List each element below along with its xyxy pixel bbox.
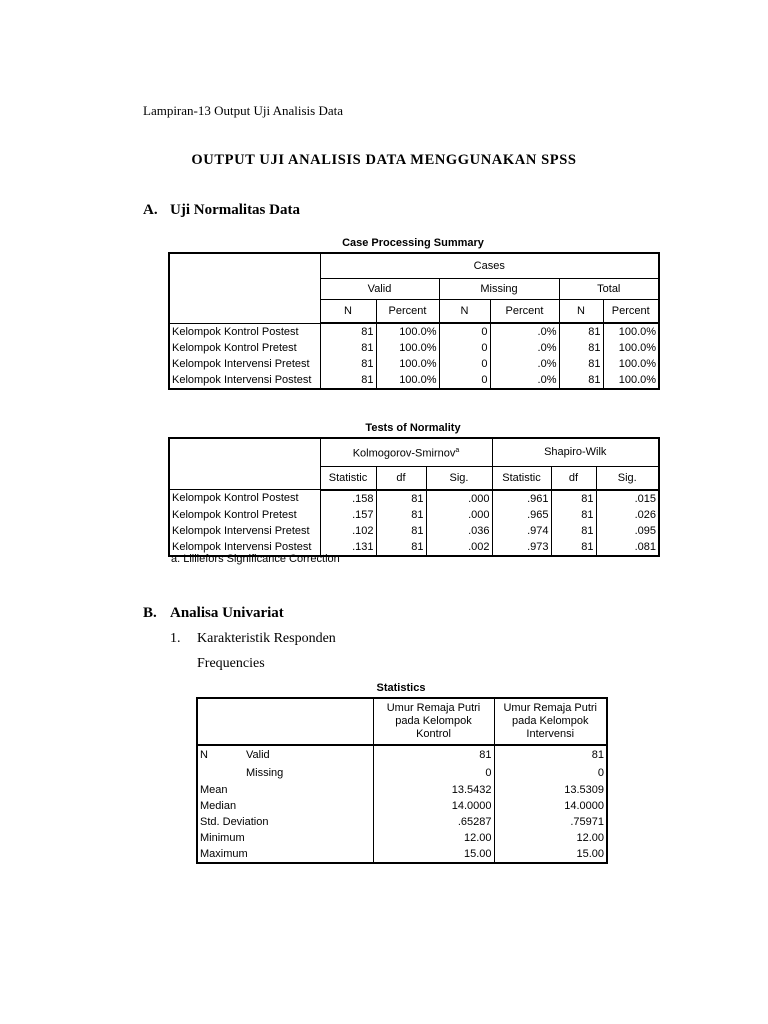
cell: .158 [320,490,376,507]
row-label: Kelompok Kontrol Postest [169,323,320,340]
ks-header-text: Kolmogorov-Smirnov [352,447,456,460]
cell: 81 [551,490,596,507]
cell: 100.0% [603,372,659,389]
cell: 81 [373,745,494,764]
cell: 12.00 [494,830,607,846]
section-a-number: A. [143,202,158,218]
row-label: Kelompok Kontrol Postest [169,490,320,507]
cell: 100.0% [603,340,659,356]
col-header-percent: Percent [603,300,659,324]
cell: 81 [559,372,603,389]
cell: 100.0% [603,356,659,372]
cell: 81 [320,372,376,389]
table-row [169,490,659,507]
cell: .095 [596,523,659,539]
col-header-n: N [559,300,603,324]
table-row [169,323,659,340]
row-label: Minimum [197,830,373,846]
cell: 0 [439,356,490,372]
cell: 14.0000 [373,798,494,814]
cell: 15.00 [373,846,494,863]
row-label: Kelompok Intervensi Pretest [169,523,320,539]
row-sublabel: Missing [244,764,373,782]
missing-header: Missing [439,279,559,300]
cell: .000 [426,507,492,523]
table-row [169,507,659,523]
cell: .973 [492,539,551,556]
section-b-title: Analisa Univariat [170,605,284,621]
case-processing-summary-table [168,252,660,390]
case-summary-corner [169,253,320,323]
frequencies-label: Frequencies [197,656,265,671]
normality-corner [169,438,320,490]
cell: .75971 [494,814,607,830]
cell: 100.0% [376,323,439,340]
cell: 12.00 [373,830,494,846]
col-header-n: N [439,300,490,324]
cell: 81 [376,507,426,523]
cell: 81 [559,323,603,340]
col-header-df: df [376,466,426,490]
tests-of-normality-table [168,437,660,557]
col-header-statistic: Statistic [492,466,551,490]
table-row [197,830,607,846]
cell: .131 [320,539,376,556]
cell: 81 [320,356,376,372]
cell: 81 [376,523,426,539]
row-sublabel: Valid [244,745,373,764]
cell: 100.0% [376,372,439,389]
cell: 0 [494,764,607,782]
cell: 81 [559,340,603,356]
cell: .0% [490,372,559,389]
statistics-caption: Statistics [376,682,426,694]
col-header-n: N [320,300,376,324]
normality-footnote: a. Lilliefors Significance Correction [171,553,340,565]
cell: .0% [490,340,559,356]
cell: 0 [373,764,494,782]
statistics-table [196,697,608,864]
col-header-kontrol: Umur Remaja Putri pada Kelompok Kontrol [373,698,494,745]
row-label: Kelompok Kontrol Pretest [169,507,320,523]
cell: 81 [376,490,426,507]
cell: .65287 [373,814,494,830]
ks-footnote-mark: a [455,447,460,454]
table-row [169,340,659,356]
col-header-sig: Sig. [426,466,492,490]
col-header-df: df [551,466,596,490]
row-label: Mean [197,782,373,798]
col-header-sig: Sig. [596,466,659,490]
col-header-intervensi: Umur Remaja Putri pada Kelompok Intervensi [494,698,607,745]
section-a-heading [143,202,300,219]
row-label: Kelompok Kontrol Pretest [169,340,320,356]
table-row [197,846,607,863]
cell: .015 [596,490,659,507]
table-row [169,356,659,372]
statistics-corner [197,698,373,745]
sw-header: Shapiro-Wilk [492,438,659,466]
attachment-label: Lampiran-13 Output Uji Analisis Data [143,103,344,118]
page-title: OUTPUT UJI ANALISIS DATA MENGGUNAKAN SPSS [191,152,577,168]
cell: 81 [494,745,607,764]
table-row [169,372,659,389]
cell: .974 [492,523,551,539]
cell: 100.0% [376,356,439,372]
cell: 100.0% [603,323,659,340]
table-row [197,814,607,830]
cell: .157 [320,507,376,523]
cases-header: Cases [320,253,659,279]
table-row [197,764,607,782]
cell: .081 [596,539,659,556]
cell: .102 [320,523,376,539]
row-label: Kelompok Intervensi Postest [169,539,320,556]
col-header-percent: Percent [490,300,559,324]
cell: 81 [320,323,376,340]
cell: 0 [439,323,490,340]
row-label: Kelompok Intervensi Postest [169,372,320,389]
cell: 81 [551,539,596,556]
cell: .036 [426,523,492,539]
row-label: N [197,745,244,764]
case-summary-caption: Case Processing Summary [342,237,484,249]
row-label [197,764,244,782]
cell: 81 [559,356,603,372]
cell: 0 [439,340,490,356]
subsection-1-number: 1. [170,631,181,646]
cell: 81 [551,507,596,523]
cell: 14.0000 [494,798,607,814]
table-row [197,782,607,798]
section-a-title: Uji Normalitas Data [170,202,300,218]
normality-caption: Tests of Normality [365,422,461,434]
cell: 81 [376,539,426,556]
valid-header: Valid [320,279,439,300]
total-header: Total [559,279,659,300]
row-label: Median [197,798,373,814]
cell: 13.5432 [373,782,494,798]
section-b-heading [143,605,284,622]
row-label: Kelompok Intervensi Pretest [169,356,320,372]
col-header-percent: Percent [376,300,439,324]
col-header-statistic: Statistic [320,466,376,490]
cell: 81 [320,340,376,356]
table-row [197,798,607,814]
cell: 0 [439,372,490,389]
table-row [197,745,607,764]
row-label: Std. Deviation [197,814,373,830]
cell: 100.0% [376,340,439,356]
row-label: Maximum [197,846,373,863]
cell: .961 [492,490,551,507]
cell: 81 [551,523,596,539]
subsection-1-title: Karakteristik Responden [197,631,336,646]
cell: .002 [426,539,492,556]
cell: .0% [490,356,559,372]
cell: 13.5309 [494,782,607,798]
cell: .0% [490,323,559,340]
cell: 15.00 [494,846,607,863]
cell: .000 [426,490,492,507]
table-row [169,523,659,539]
ks-header [320,438,492,466]
cell: .965 [492,507,551,523]
cell: .026 [596,507,659,523]
subsection-1-heading [170,631,336,647]
section-b-number: B. [143,605,157,621]
